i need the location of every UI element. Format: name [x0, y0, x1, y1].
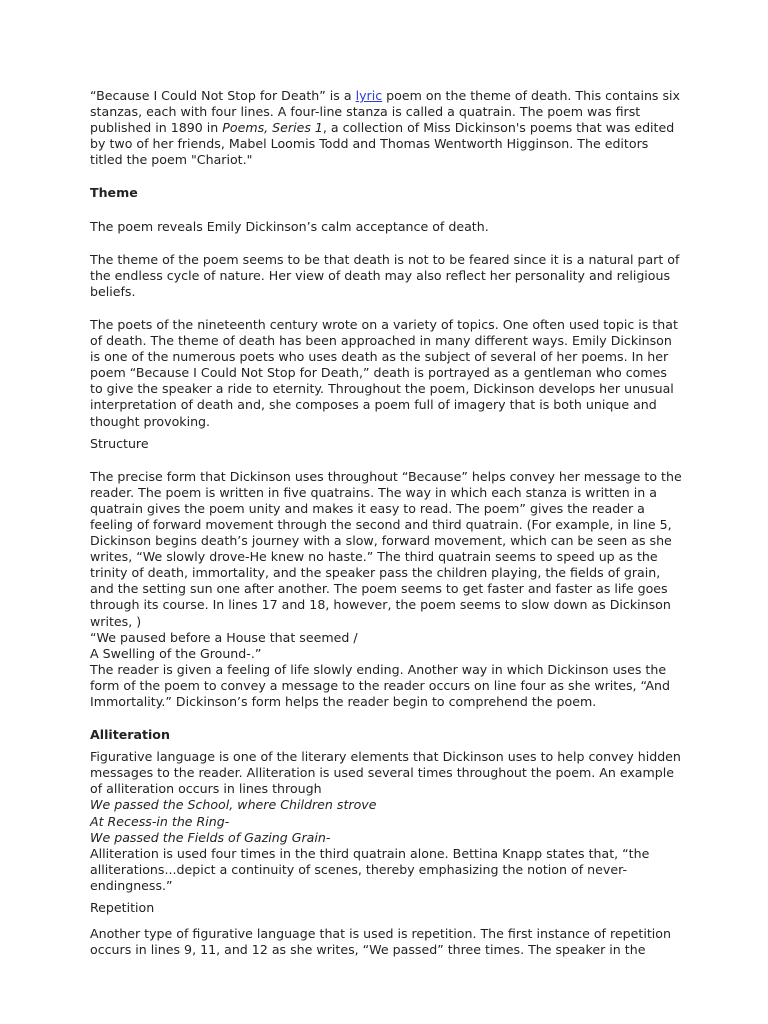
structure-paragraph-2: The reader is given a feeling of life slowly ending. Another way in which Dickinson uses the form of the poem to convey a message to the reader occurs on line four as she writes, “And Immortality.” Dickinson’s form helps the reader begin to comprehend the poem.	[90, 661, 671, 709]
theme-paragraph-1: The poem reveals Emily Dickinson’s calm acceptance of death.	[90, 218, 489, 234]
document-page	[90, 88, 682, 958]
repetition-heading: Repetition	[90, 900, 155, 916]
theme-paragraph-3: The poets of the nineteenth century wrote on a variety of topics. One often used topic is that of death. The theme of death has been approached in many different ways. Emily Dickinson is one of the numerous poets who uses death as the subject of several of her poems. In her poem “Because I Could Not Stop for Death,” death is portrayed as a gentleman who comes to give the speaker a ride to eternity. Throughout the poem, Dickinson develops her unusual interpretation of death and, she composes a poem full of imagery that is both unique and thought provoking.	[90, 316, 678, 429]
intro-text-before-link: “Because I Could Not Stop for Death” is a	[90, 88, 356, 103]
lyric-link[interactable]: lyric	[355, 88, 383, 103]
alliteration-heading: Alliteration	[90, 727, 170, 743]
intro-text-after-link: poem on the theme of death. This contains six stanzas, each with four lines. A four-line stanza is called a quatrain. The poem was first published in 1890 in	[90, 88, 681, 136]
structure-heading: Structure	[90, 435, 149, 451]
alliteration-paragraph	[90, 749, 682, 894]
theme-paragraph-2: The theme of the poem seems to be that death is not to be feared since it is a natural part of the endless cycle of nature. Her view of death may also reflect her personality and religious beliefs.	[90, 251, 680, 299]
intro-text-after-title: , a collection of Miss Dickinson's poems that was edited by two of her friends, Mabel Loomis Todd and Thomas Wentworth Higginson. The editors titled the poem "Chariot."	[90, 120, 675, 168]
alliteration-paragraph-2: Alliteration is used four times in the third quatrain alone. Bettina Knapp states that, “the alliterations...depict a continuity of scenes, thereby emphasizing the notion of never-endingness.”	[90, 845, 650, 893]
repetition-paragraph-1: Another type of figurative language that is used is repetition. The first instance of repetition occurs in lines 9, 11, and 12 as she writes, “We passed” three times. The speaker in the	[90, 926, 671, 958]
intro-paragraph	[90, 88, 682, 168]
poem-line-3: We passed the Fields of Gazing Grain-	[90, 829, 331, 845]
theme-heading: Theme	[90, 185, 138, 201]
poem-line-2: At Recess-in the Ring-	[90, 813, 230, 829]
quote-line-1: “We paused before a House that seemed /	[90, 629, 358, 645]
structure-paragraph-1-text: The precise form that Dickinson uses throughout “Because” helps convey her message to the reader. The poem is written in five quatrains. The way in which each stanza is written in a quatrain gives the poem unity and makes it easy to read. The poem” gives the reader a feeling of forward movement through the second and third quatrain. (For example, in line 5, Dickinson begins death’s journey with a slow, forward movement, which can be seen as she writes, “We slowly drove-He knew no haste.” The third quatrain seems to speed up as the trinity of death, immortality, and the speaker pass the children playing, the fields of grain, and the setting sun one after another. The poem seems to get faster and faster as life goes through its course. In lines 17 and 18, however, the poem seems to slow down as Dickinson writes, )	[90, 468, 682, 629]
poem-line-1: We passed the School, where Children strove	[90, 797, 377, 813]
quote-line-2: A Swelling of the Ground-.”	[90, 645, 262, 661]
book-title: Poems, Series 1	[222, 120, 323, 136]
alliteration-paragraph-1: Figurative language is one of the literary elements that Dickinson uses to help convey hidden messages to the reader. Alliteration is used several times throughout the poem. An example of alliteration occurs in lines through	[90, 749, 681, 797]
structure-paragraph-1	[90, 469, 682, 710]
